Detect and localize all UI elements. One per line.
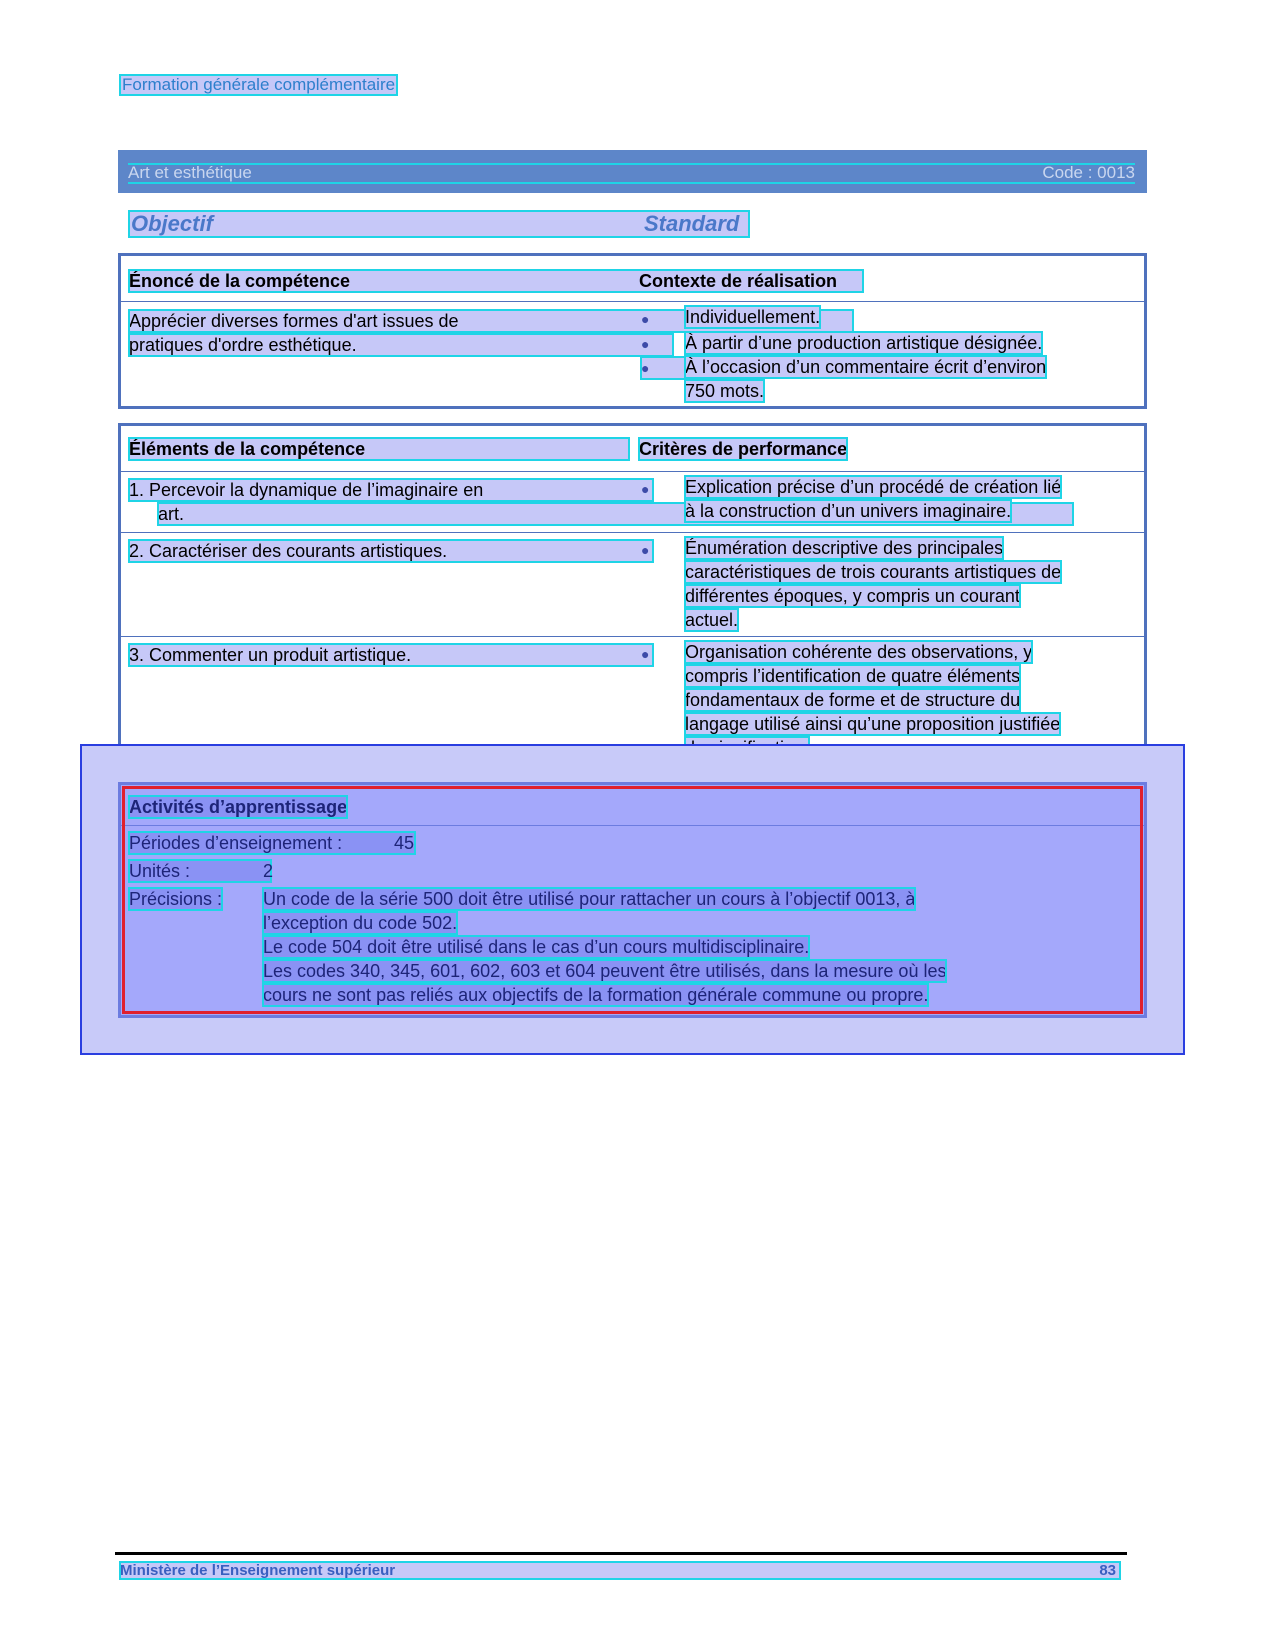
details-line-2: l’exception du code 502.: [263, 913, 458, 933]
details-line-3: Le code 504 doit être utilisé dans le cas d’un cours multidisciplinaire.: [263, 937, 810, 957]
activities-title: Activités d’apprentissage: [129, 797, 348, 817]
bullet-icon: ●: [641, 357, 685, 379]
element-1-line-1: 1. Percevoir la dynamique de l’imaginaire en: [129, 479, 653, 501]
periods-row: Périodes d’enseignement : 45: [129, 833, 415, 853]
objective-heading: Objectif: [131, 211, 213, 236]
context-item-3-line-2: 750 mots.: [685, 381, 765, 401]
criteria-3-line-1: Organisation cohérente des observations, y: [685, 642, 1033, 662]
context-item-2: À partir d’une production artistique désignée.: [685, 333, 1043, 353]
details-line-4: Les codes 340, 345, 601, 602, 603 et 604 peuvent être utilisés, dans la mesure où les: [263, 961, 947, 981]
bullet-icon: ●: [641, 311, 650, 327]
details-line-5: cours ne sont pas reliés aux objectifs de la formation générale commune ou propre.: [263, 985, 929, 1005]
element-3: 3. Commenter un produit artistique.: [129, 644, 653, 666]
bullet-icon: ●: [641, 481, 650, 497]
footer-divider: [115, 1552, 1127, 1555]
footer: [120, 1562, 1120, 1579]
course-code: Code : 0013: [1042, 163, 1135, 182]
element-2: 2. Caractériser des courants artistiques.: [129, 540, 653, 562]
periods-value: 45: [394, 833, 415, 853]
statement-line-1: Apprécier diverses formes d'art issues de: [129, 310, 853, 332]
document-header: Formation générale complémentaire: [122, 75, 396, 94]
elements-header: Éléments de la compétence: [129, 438, 629, 460]
statement-line-2: pratiques d'ordre esthétique.: [129, 334, 673, 356]
units-row: Unités : 2: [129, 861, 274, 881]
context-item-3-line-1: À l’occasion d’un commentaire écrit d’environ: [685, 357, 1047, 377]
section-headings: [129, 211, 749, 237]
bullet-icon: ●: [641, 336, 650, 352]
criteria-2-line-4: actuel.: [685, 610, 739, 630]
criteria-1-line-1: Explication précise d’un procédé de création lié: [685, 477, 1062, 497]
footer-ministry: Ministère de l’Enseignement supérieur: [120, 1562, 396, 1579]
page-number: 83: [1099, 1562, 1116, 1579]
bullet-icon: ●: [641, 542, 650, 558]
course-banner: [118, 150, 1147, 193]
criteria-1-line-2: à la construction d’un univers imaginaire.: [685, 501, 1012, 521]
context-item-1: Individuellement.: [685, 307, 821, 327]
units-value: 2: [263, 861, 274, 881]
course-title: Art et esthétique: [128, 163, 252, 182]
criteria-3-line-4: langage utilisé ainsi qu’une proposition justifiée: [685, 714, 1061, 734]
context-header: Contexte de réalisation: [639, 271, 838, 291]
standard-heading: Standard: [644, 211, 740, 236]
statement-header: Énoncé de la compétence: [129, 270, 863, 292]
criteria-2-line-3: différentes époques, y compris un courant: [685, 586, 1020, 606]
criteria-3-line-3: fondamentaux de forme et de structure du: [685, 690, 1021, 710]
criteria-3-line-2: compris l’identification de quatre éléments: [685, 666, 1021, 686]
details-line-1: Un code de la série 500 doit être utilisé pour rattacher un cours à l’objectif 0013, à: [263, 889, 916, 909]
details-label: Précisions :: [129, 889, 223, 909]
criteria-2-line-2: caractéristiques de trois courants artistiques de: [685, 562, 1062, 582]
criteria-header: Critères de performance: [639, 439, 848, 459]
bullet-icon: ●: [641, 646, 650, 662]
criteria-2-line-1: Énumération descriptive des principales: [685, 538, 1004, 558]
element-1-line-2: art.: [158, 503, 1073, 525]
